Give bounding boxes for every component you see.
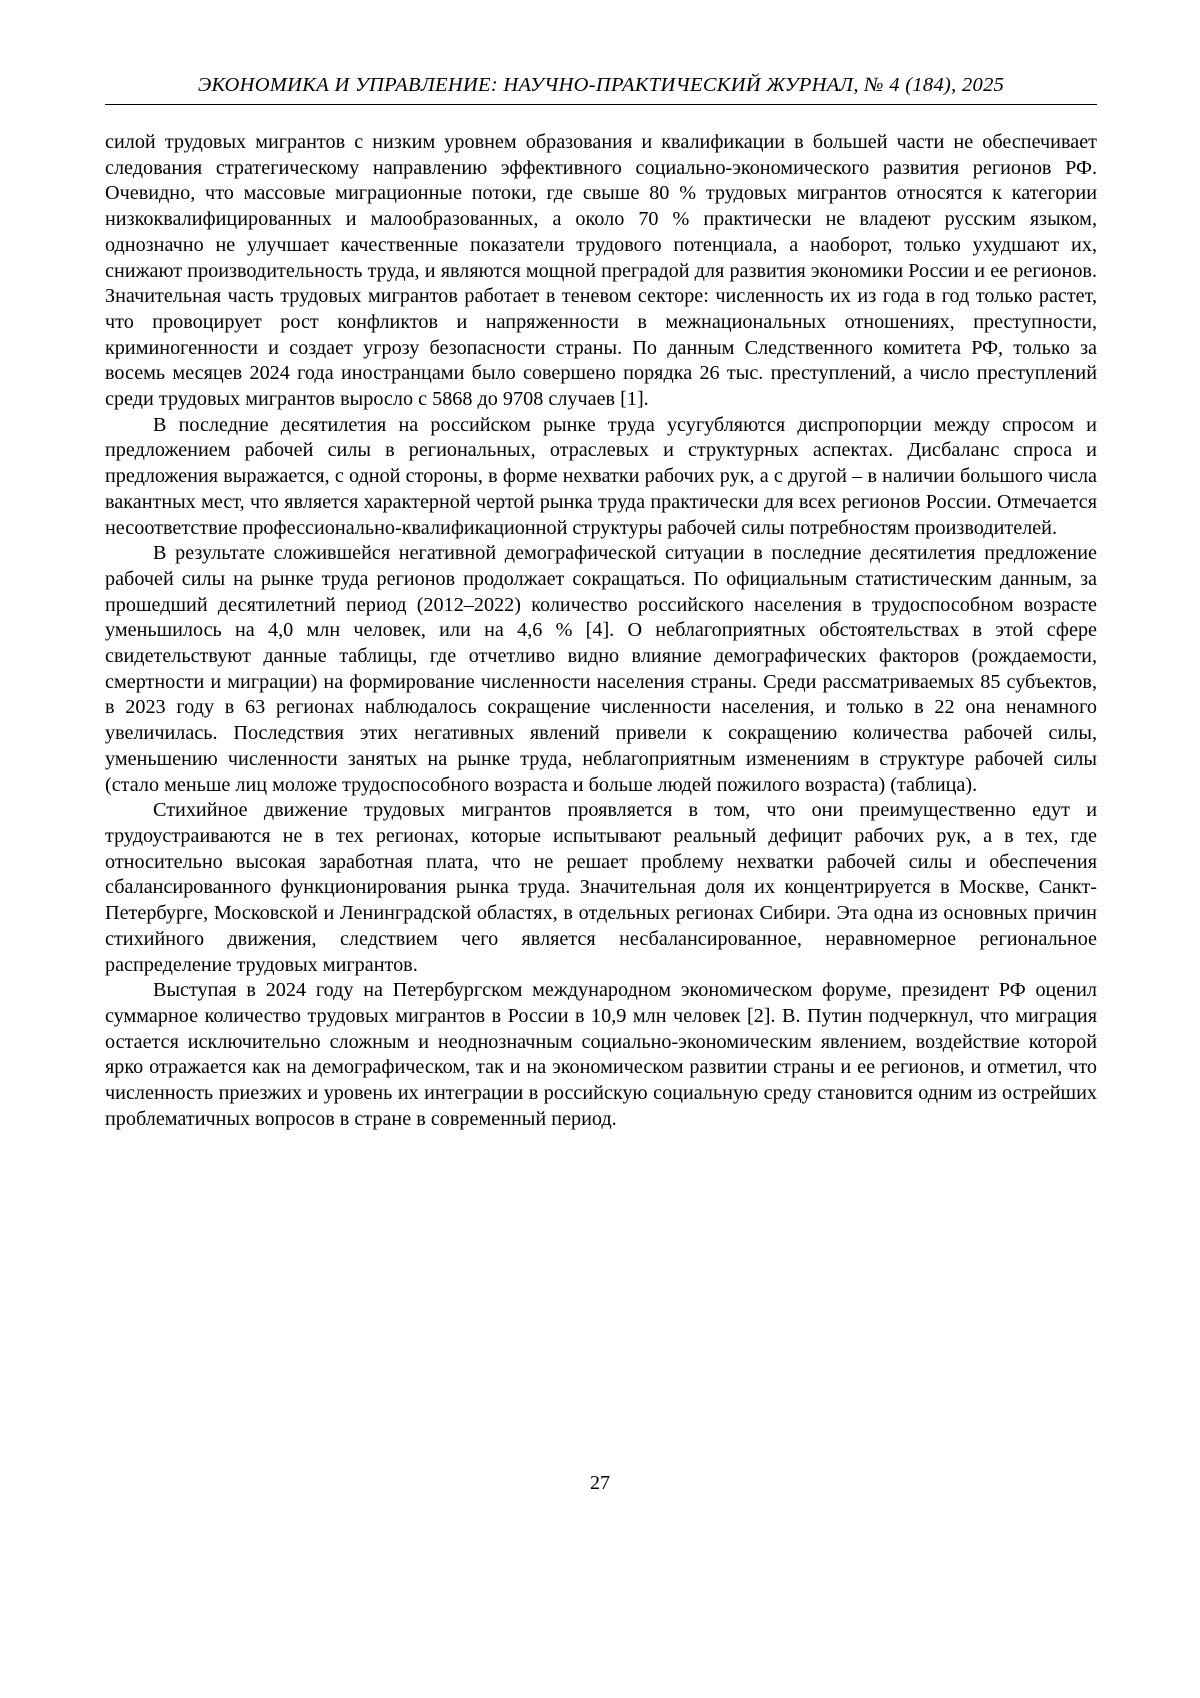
page-number: 27 xyxy=(590,1472,610,1494)
paragraph: Выступая в 2024 году на Петербургском международном экономическом форуме, президент РФ оценил суммарное количество трудовых мигрантов в России в 10,9 млн человек [2]. В. Путин подчеркнул, что миграция остается исключительно сложным и неоднозначным социально-экономическим явлением, воздействие которой ярко отражается как на демографическом, так и на экономическом развитии страны и ее регионов, и отметил, что численность приезжих и уровень их интеграции в российскую социальную среду становится одним из острейших проблематичных вопросов в стране в современный период. xyxy=(105,979,1097,1130)
running-header: ЭКОНОМИКА И УПРАВЛЕНИЕ: НАУЧНО-ПРАКТИЧЕСКИЙ ЖУРНАЛ, № 4 (184), 2025 xyxy=(105,74,1097,105)
paragraph: силой трудовых мигрантов с низким уровнем образования и квалификации в большей части не обеспечивает следования стратегическому направлению эффективного социально-экономического развития регионов РФ. Очевидно, что массовые миграционные потоки, где свыше 80 % трудовых мигрантов относятся к категории низкоквалифицированных и малообразованных, а около 70 % практически не владеют русским языком, однозначно не улучшает качественные показатели трудового потенциала, а наоборот, только ухудшают их, снижают производительность труда, и являются мощной преградой для развития экономики России и ее регионов. Значительная часть трудовых мигрантов работает в теневом секторе: численность их из года в год только растет, что провоцирует рост конфликтов и напряженности в межнациональных отношениях, преступности, криминогенности и создает угрозу безопасности страны. По данным Следственного комитета РФ, только за восемь месяцев 2024 года иностранцами было совершено порядка 26 тыс. преступлений, а число преступлений среди трудовых мигрантов выросло с 5868 до 9708 случаев [1]. xyxy=(105,131,1097,411)
article-body xyxy=(105,130,1097,1132)
paragraph: Стихийное движение трудовых мигрантов проявляется в том, что они преимущественно едут и трудоустраиваются не в тех регионах, которые испытывают реальный дефицит рабочих рук, а в тех, где относительно высокая заработная плата, что не решает проблему нехватки рабочей силы и обеспечения сбалансированного функционирования рынка труда. Значительная доля их концентрируется в Москве, Санкт-Петербурге, Московской и Ленинградской областях, в отдельных регионах Сибири. Эта одна из основных причин стихийного движения, следствием чего является несбалансированное, неравномерное региональное распределение трудовых мигрантов. xyxy=(105,799,1097,976)
paragraph: В последние десятилетия на российском рынке труда усугубляются диспропорции между спросом и предложением рабочей силы в региональных, отраслевых и структурных аспектах. Дисбаланс спроса и предложения выражается, с одной стороны, в форме нехватки рабочих рук, а с другой – в наличии большого числа вакантных мест, что является характерной чертой рынка труда практически для всех регионов России. Отмечается несоответствие профессионально-квалификационной структуры рабочей силы потребностям производителей. xyxy=(105,413,1097,539)
paragraph: В результате сложившейся негативной демографической ситуации в последние десятилетия предложение рабочей силы на рынке труда регионов продолжает сокращаться. По официальным статистическим данным, за прошедший десятилетний период (2012–2022) количество российского населения в трудоспособном возрасте уменьшилось на 4,0 млн человек, или на 4,6 % [4]. О неблагоприятных обстоятельствах в этой сфере свидетельствуют данные таблицы, где отчетливо видно влияние демографических факторов (рождаемости, смертности и миграции) на формирование численности населения страны. Среди рассматриваемых 85 субъектов, в 2023 году в 63 регионах наблюдалось сокращение численности населения, и только в 22 она ненамного увеличилась. Последствия этих негативных явлений привели к сокращению количества рабочей силы, уменьшению численности занятых на рынке труда, неблагоприятным изменениям в структуре рабочей силы (стало меньше лиц моложе трудоспособного возраста и больше людей пожилого возраста) (таблица). xyxy=(105,542,1097,796)
